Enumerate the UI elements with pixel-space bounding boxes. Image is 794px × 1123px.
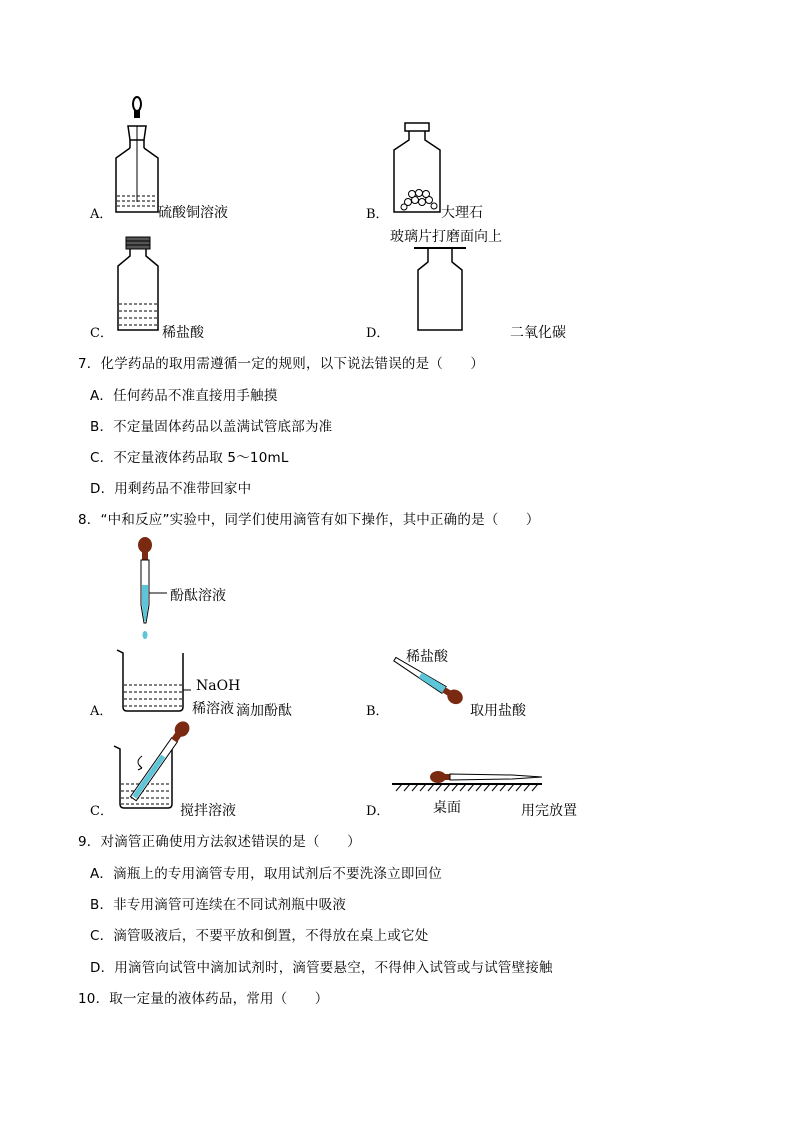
q6-option-a-letter[interactable]: A． (90, 207, 113, 222)
q6-option-b-label: 大理石 (441, 205, 483, 221)
q8-a-dropper-label: 酚酞溶液 (170, 588, 226, 604)
dropper-above-beaker-figure (115, 535, 195, 715)
q6-option-b-letter[interactable]: B． (366, 207, 389, 222)
q8-c-caption: 搅拌溶液 (180, 803, 236, 819)
q7-stem: 7．化学药品的取用需遵循一定的规则，以下说法错误的是（ ） (78, 356, 485, 372)
q6-option-d-note: 玻璃片打磨面向上 (390, 229, 502, 245)
q7-option-a[interactable]: A．任何药品不准直接用手触摸 (90, 388, 278, 404)
q8-option-c-letter[interactable]: C． (90, 804, 113, 819)
q8-a-caption: 滴加酚酞 (236, 703, 292, 719)
q6-option-c-label: 稀盐酸 (162, 325, 204, 341)
q6-option-c-letter[interactable]: C． (90, 326, 113, 341)
q6-option-d-letter[interactable]: D． (366, 326, 390, 341)
q8-d-label: 桌面 (433, 800, 461, 816)
q8-stem: 8．“中和反应”实验中，同学们使用滴管有如下操作，其中正确的是（ ） (78, 512, 540, 528)
gas-bottle-figure (412, 244, 482, 334)
q9-option-a[interactable]: A．滴瓶上的专用滴管专用，取用试剂后不要洗涤立即回位 (90, 866, 442, 882)
q8-b-caption: 取用盐酸 (470, 703, 526, 719)
dropper-on-desk-figure (392, 766, 542, 796)
q9-option-c[interactable]: C．滴管吸液后，不要平放和倒置，不得放在桌上或它处 (90, 928, 429, 944)
q8-d-caption: 用完放置 (521, 803, 577, 819)
q8-option-a-letter[interactable]: A． (90, 704, 113, 719)
q10-stem: 10．取一定量的液体药品，常用（ ） (78, 991, 329, 1007)
q9-option-d[interactable]: D．用滴管向试管中滴加试剂时，滴管要悬空，不得伸入试管或与试管壁接触 (90, 960, 553, 976)
reagent-bottle-figure (112, 234, 172, 334)
q8-b-label: 稀盐酸 (406, 649, 448, 665)
q7-option-d[interactable]: D．用剩药品不准带回家中 (90, 481, 252, 497)
q8-a-naoh2: 稀溶液 (192, 701, 234, 717)
q8-option-b-letter[interactable]: B． (366, 704, 389, 719)
q9-stem: 9．对滴管正确使用方法叙述错误的是（ ） (78, 834, 361, 850)
q9-option-b[interactable]: B．非专用滴管可连续在不同试剂瓶中吸液 (90, 897, 347, 913)
q8-a-naoh: NaOH (196, 678, 241, 694)
q6-option-d-label: 二氧化碳 (510, 325, 566, 341)
q7-option-c[interactable]: C．不定量液体药品取 5～10mL (90, 450, 289, 466)
q6-option-a-label: 硫酸铜溶液 (158, 205, 228, 221)
q7-option-b[interactable]: B．不定量固体药品以盖满试管底部为准 (90, 419, 333, 435)
q8-option-d-letter[interactable]: D． (366, 804, 390, 819)
